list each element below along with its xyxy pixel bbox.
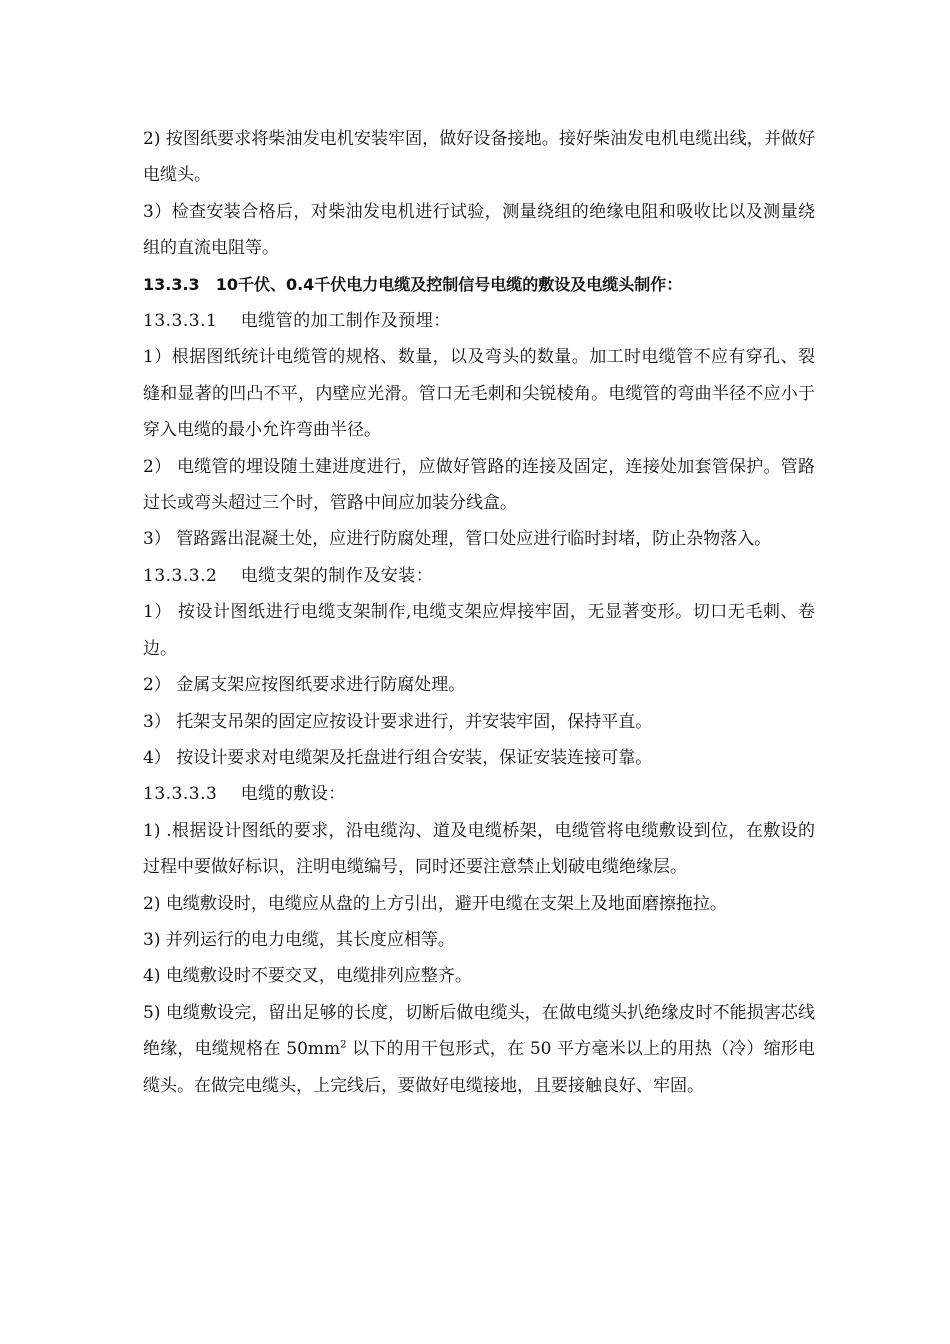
paragraph-laying-5-part-b: 以下的用干包形式，在 50 平方毫米以上的用热（冷）缩形电缆头。在做完电缆头，上完线后，要做好电缆接地，且要接触良好、牢固。	[143, 1039, 815, 1096]
paragraph-conduit-3: 3） 管路露出混凝土处，应进行防腐处理，管口处应进行临时封堵，防止杂物落入。	[143, 529, 772, 550]
paragraph-test-generator: 3）检查安装合格后，对柴油发电机进行试验，测量绕组的绝缘电阻和吸收比以及测量绕组的直流电阻等。	[143, 201, 815, 259]
paragraph-laying-5	[143, 995, 815, 1104]
paragraph-bracket-2: 2） 金属支架应按图纸要求进行防腐处理。	[143, 675, 466, 696]
paragraph-bracket-1: 1） 按设计图纸进行电缆支架制作,电缆支架应焊接牢固，无显著变形。切口无毛刺、卷边。	[143, 602, 815, 659]
paragraph-laying-3: 3) 并列运行的电力电缆，其长度应相等。	[143, 929, 455, 950]
paragraph-install-generator: 2) 按图纸要求将柴油发电机安装牢固，做好设备接地。接好柴油发电机电缆出线，并做好电缆头。	[143, 129, 815, 186]
subsection-heading-13-3-3-3: 13.3.3.3 电缆的敷设：	[143, 784, 346, 805]
document-body	[143, 121, 815, 1104]
subsection-heading-13-3-3-2: 13.3.3.2 电缆支架的制作及安装：	[143, 565, 434, 586]
paragraph-bracket-3: 3） 托架支吊架的固定应按设计要求进行，并安装牢固，保持平直。	[143, 711, 653, 732]
superscript-squared: 2	[340, 1039, 347, 1051]
paragraph-conduit-2: 2） 电缆管的埋设随土建进度进行，应做好管路的连接及固定，连接处加套管保护。管路过长或弯头超过三个时，管路中间应加装分线盒。	[143, 456, 815, 514]
paragraph-bracket-4: 4） 按设计要求对电缆架及托盘进行组合安装，保证安装连接可靠。	[143, 747, 653, 768]
paragraph-laying-2: 2) 电缆敷设时，电缆应从盘的上方引出，避开电缆在支架上及地面磨擦拖拉。	[143, 893, 727, 914]
paragraph-laying-5-part-a: 5) 电缆敷设完，留出足够的长度，切断后做电缆头，在做电缆头扒绝缘皮时不能损害芯线绝缘，电缆规格在 50mm	[143, 1002, 815, 1060]
paragraph-laying-4: 4) 电缆敷设时不要交叉，电缆排列应整齐。	[143, 966, 472, 987]
subsection-heading-13-3-3-1: 13.3.3.1 电缆管的加工制作及预埋：	[143, 311, 451, 332]
paragraph-conduit-1: 1）根据图纸统计电缆管的规格、数量，以及弯头的数量。加工时电缆管不应有穿孔、裂缝和显著的凹凸不平，内壁应光滑。管口无毛刺和尖锐棱角。电缆管的弯曲半径不应小于穿入电缆的最小允许弯曲半径。	[143, 347, 815, 441]
paragraph-laying-1: 1) .根据设计图纸的要求，沿电缆沟、道及电缆桥架，电缆管将电缆敷设到位，在敷设的过程中要做好标识，注明电缆编号，同时还要注意禁止划破电缆绝缘层。	[143, 820, 815, 878]
section-heading-13-3-3: 13.3.3 10千伏、0.4千伏电力电缆及控制信号电缆的敷设及电缆头制作：	[143, 274, 683, 294]
